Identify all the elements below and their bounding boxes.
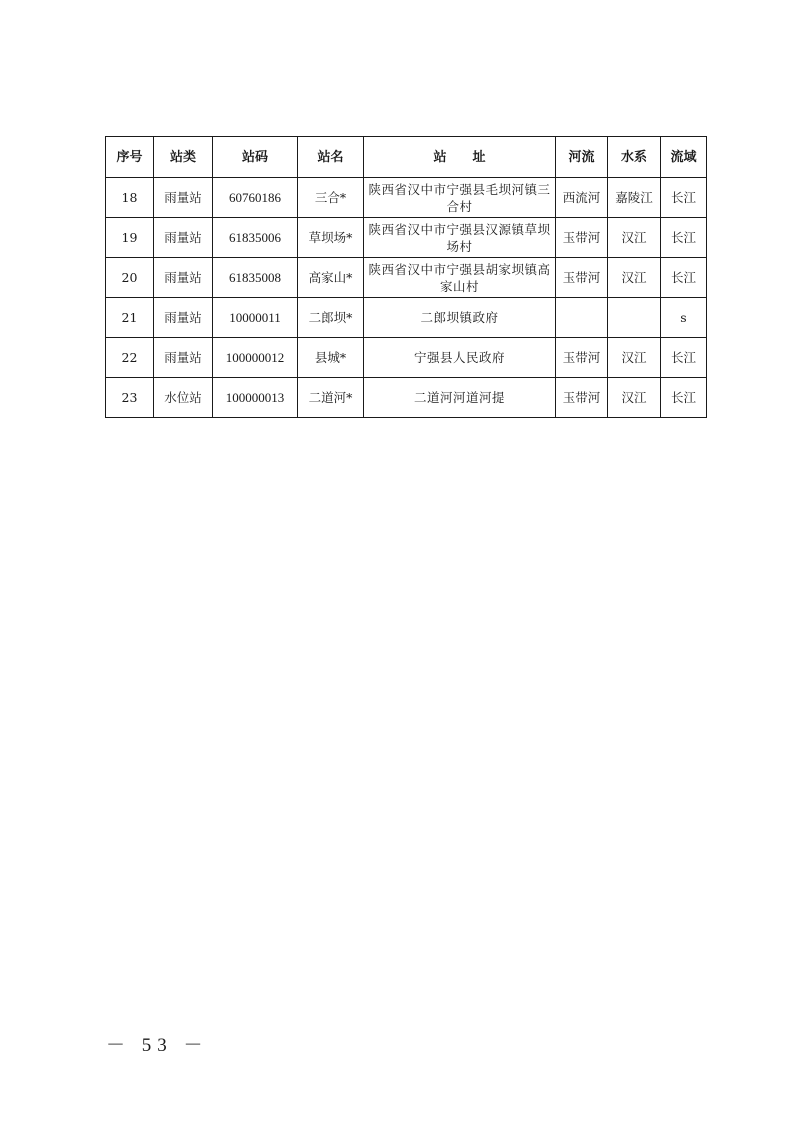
cell-station-code: 61835008 bbox=[213, 258, 298, 298]
cell-water-system: 汉江 bbox=[608, 218, 661, 258]
cell-river: 玉带河 bbox=[556, 378, 608, 418]
cell-station-code: 100000013 bbox=[213, 378, 298, 418]
cell-station-type: 雨量站 bbox=[154, 258, 213, 298]
cell-station-name: 二道河* bbox=[298, 378, 364, 418]
table-row bbox=[106, 378, 707, 418]
table-row bbox=[106, 338, 707, 378]
cell-station-name: 二郎坝* bbox=[298, 298, 364, 338]
cell-water-system: 汉江 bbox=[608, 338, 661, 378]
cell-water-system bbox=[608, 298, 661, 338]
cell-index: 20 bbox=[106, 258, 154, 298]
cell-address: 陕西省汉中市宁强县胡家坝镇高家山村 bbox=[364, 258, 556, 298]
cell-river: 玉带河 bbox=[556, 338, 608, 378]
cell-station-name: 三合* bbox=[298, 178, 364, 218]
cell-station-type: 雨量站 bbox=[154, 218, 213, 258]
cell-address: 宁强县人民政府 bbox=[364, 338, 556, 378]
cell-station-code: 10000011 bbox=[213, 298, 298, 338]
header-cell-water-system: 水系 bbox=[608, 137, 661, 178]
cell-station-code: 100000012 bbox=[213, 338, 298, 378]
cell-basin: 长江 bbox=[661, 218, 707, 258]
cell-index: 23 bbox=[106, 378, 154, 418]
cell-basin: s bbox=[661, 298, 707, 338]
cell-river: 玉带河 bbox=[556, 218, 608, 258]
cell-index: 22 bbox=[106, 338, 154, 378]
cell-station-name: 县城* bbox=[298, 338, 364, 378]
cell-address: 陕西省汉中市宁强县汉源镇草坝场村 bbox=[364, 218, 556, 258]
cell-river: 西流河 bbox=[556, 178, 608, 218]
cell-station-code: 61835006 bbox=[213, 218, 298, 258]
header-row bbox=[106, 137, 707, 178]
header-cell-station-type: 站类 bbox=[154, 137, 213, 178]
cell-basin: 长江 bbox=[661, 338, 707, 378]
header-cell-basin: 流域 bbox=[661, 137, 707, 178]
cell-station-name: 草坝场* bbox=[298, 218, 364, 258]
table-row bbox=[106, 258, 707, 298]
cell-index: 18 bbox=[106, 178, 154, 218]
cell-water-system: 汉江 bbox=[608, 378, 661, 418]
table-row bbox=[106, 298, 707, 338]
header-cell-index: 序号 bbox=[106, 137, 154, 178]
station-table bbox=[105, 136, 707, 418]
cell-water-system: 汉江 bbox=[608, 258, 661, 298]
cell-basin: 长江 bbox=[661, 178, 707, 218]
table-row bbox=[106, 178, 707, 218]
cell-river: 玉带河 bbox=[556, 258, 608, 298]
cell-station-type: 雨量站 bbox=[154, 178, 213, 218]
page-number: － 53 － bbox=[106, 1035, 209, 1056]
header-cell-station-name: 站名 bbox=[298, 137, 364, 178]
cell-index: 19 bbox=[106, 218, 154, 258]
cell-water-system: 嘉陵江 bbox=[608, 178, 661, 218]
cell-station-type: 雨量站 bbox=[154, 338, 213, 378]
table-header bbox=[106, 137, 707, 178]
cell-river bbox=[556, 298, 608, 338]
header-cell-address: 站 址 bbox=[364, 137, 556, 178]
table-body bbox=[106, 178, 707, 418]
cell-address: 二郎坝镇政府 bbox=[364, 298, 556, 338]
cell-address: 陕西省汉中市宁强县毛坝河镇三合村 bbox=[364, 178, 556, 218]
cell-address: 二道河河道河提 bbox=[364, 378, 556, 418]
header-cell-station-code: 站码 bbox=[213, 137, 298, 178]
table-row bbox=[106, 218, 707, 258]
cell-station-type: 雨量站 bbox=[154, 298, 213, 338]
cell-basin: 长江 bbox=[661, 378, 707, 418]
cell-station-code: 60760186 bbox=[213, 178, 298, 218]
cell-index: 21 bbox=[106, 298, 154, 338]
cell-station-type: 水位站 bbox=[154, 378, 213, 418]
header-cell-river: 河流 bbox=[556, 137, 608, 178]
cell-station-name: 高家山* bbox=[298, 258, 364, 298]
cell-basin: 长江 bbox=[661, 258, 707, 298]
